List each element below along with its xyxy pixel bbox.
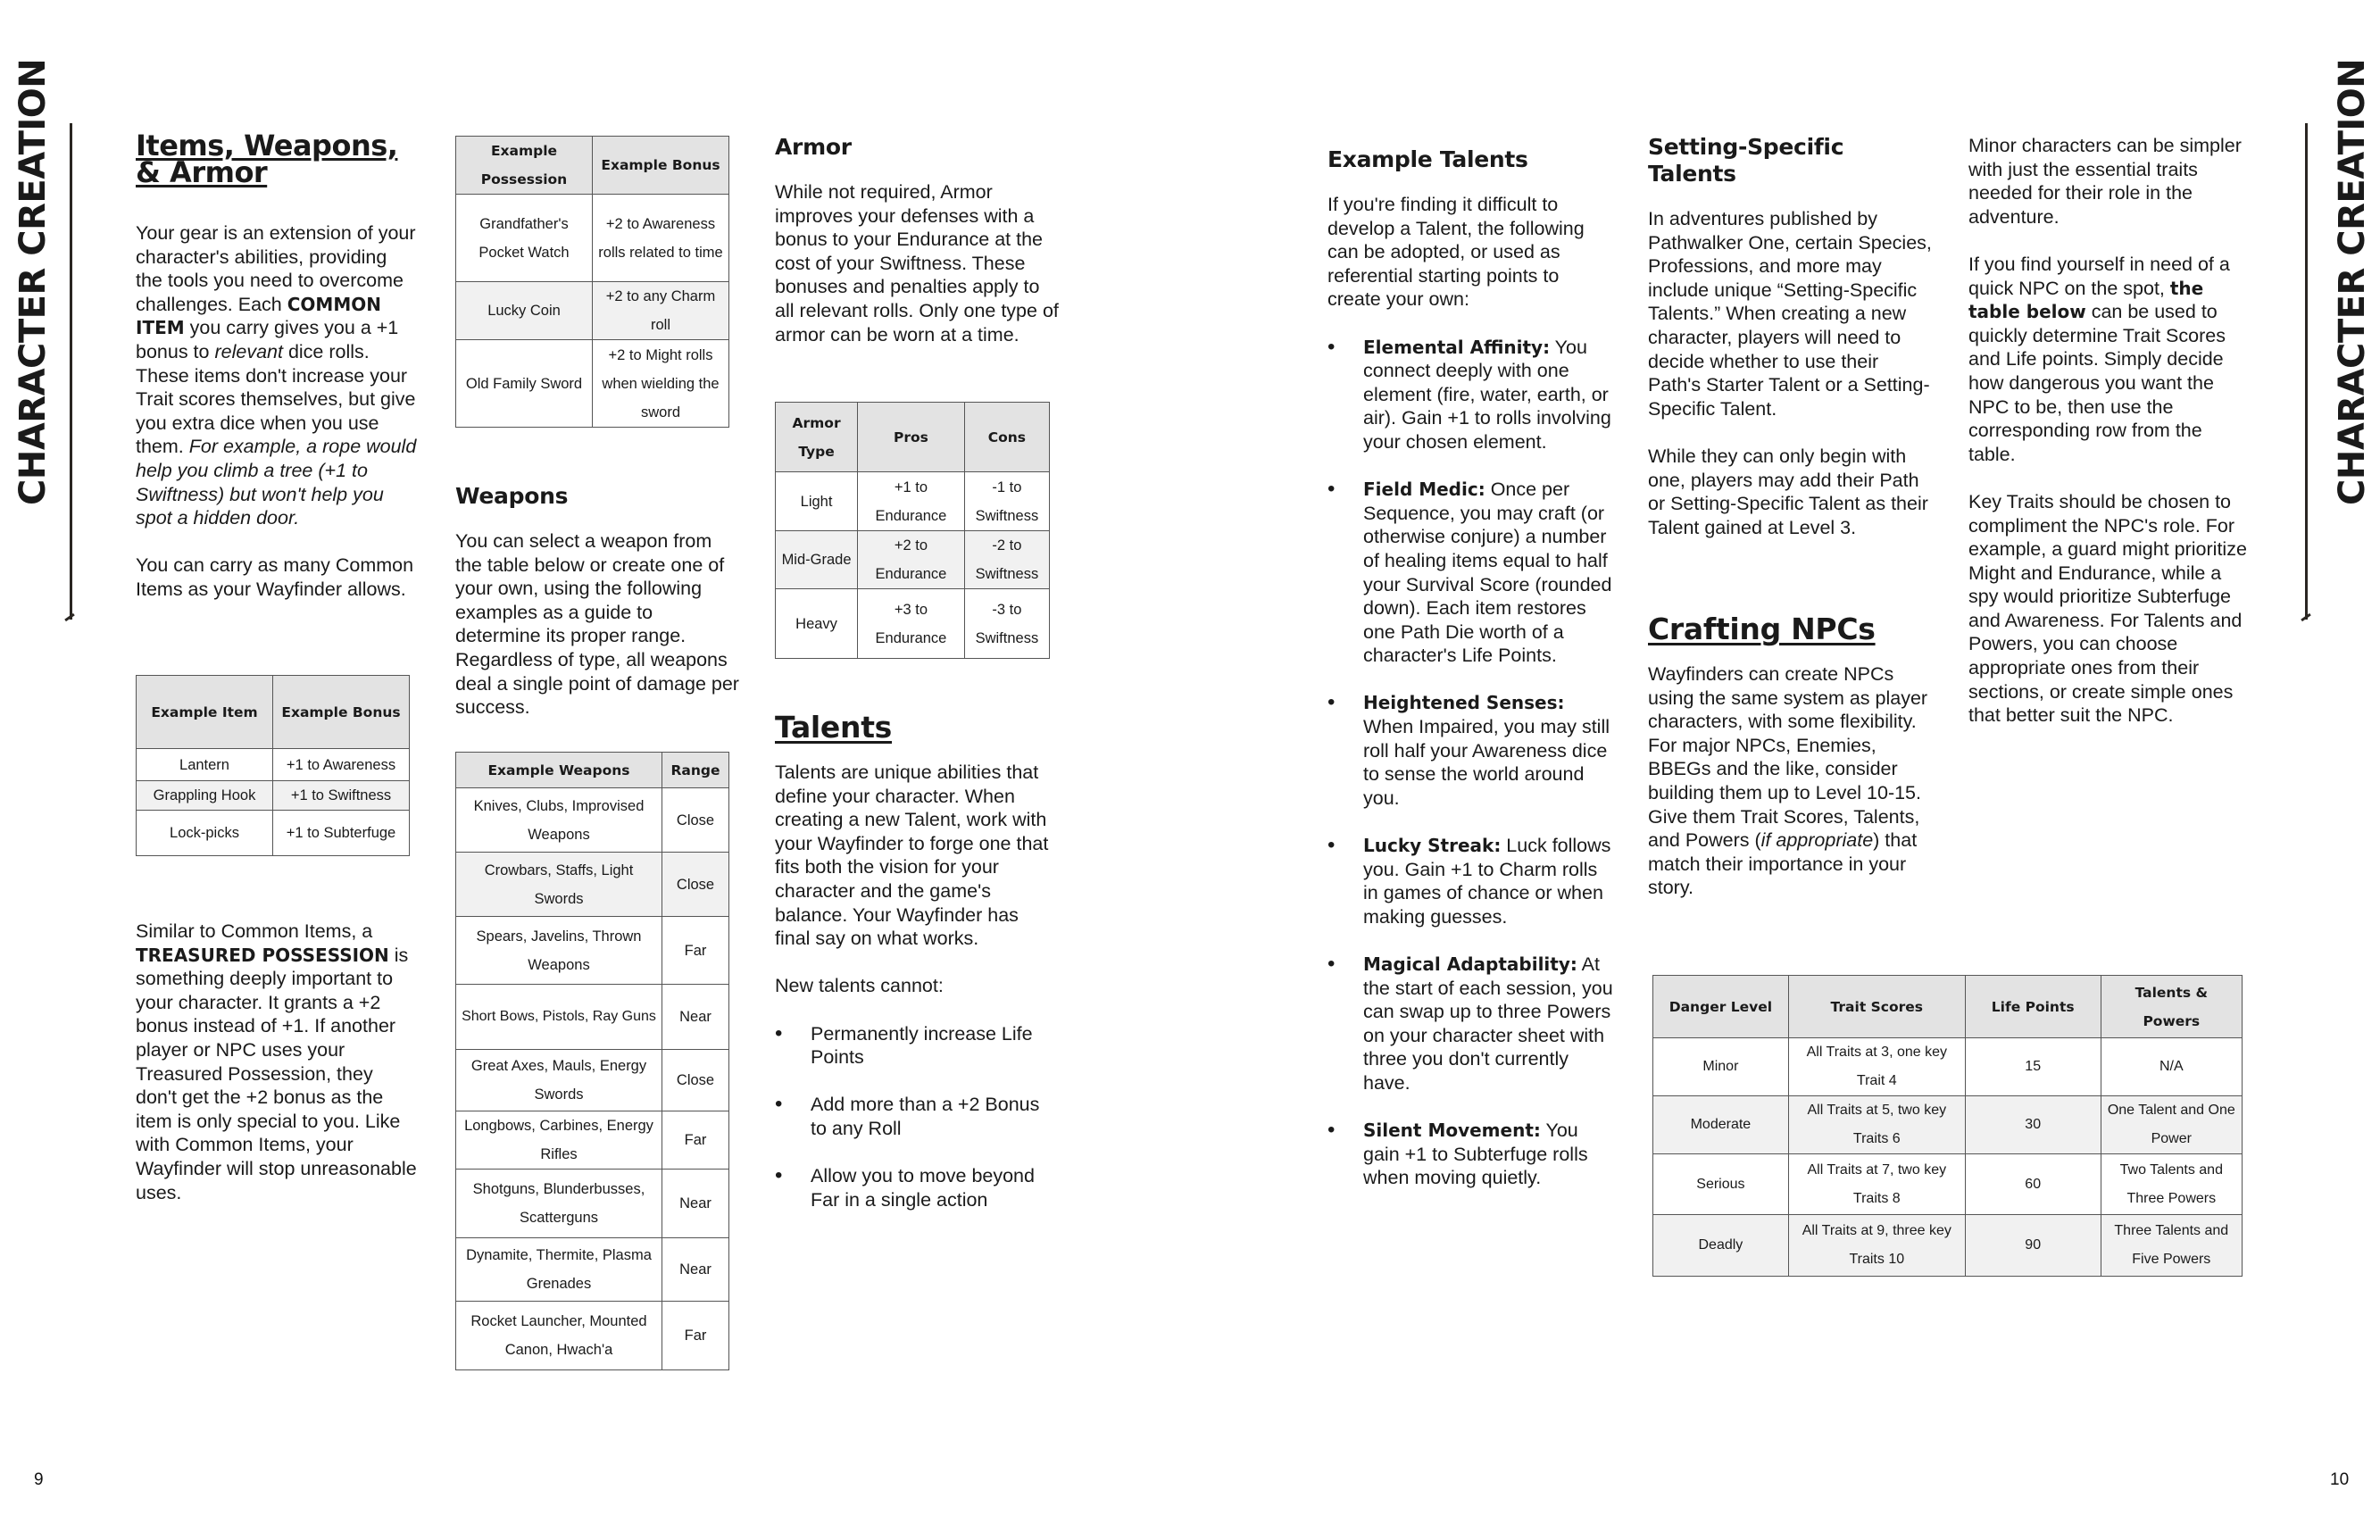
table-row: Short Bows, Pistols, Ray Guns Near: [456, 985, 729, 1050]
section-title-setting-talents: Setting-Specific Talents: [1648, 134, 1844, 187]
example-talents-list: [1327, 336, 1613, 1190]
table-row: Grandfather's Pocket Watch +2 to Awareness rolls related to time: [456, 195, 729, 282]
table-row: Light +1 to Endurance -1 to Swiftness: [776, 472, 1050, 531]
items-carry-paragraph: You can carry as many Common Items as your Wayfinder allows.: [136, 554, 414, 600]
list-item-magical-adaptability: • Magical Adaptability: At the start of each session, you can swap up to three Powers on your character sheet with three you don't currently have.: [1327, 953, 1613, 1095]
table-header: Example Weapons: [456, 753, 662, 788]
table-row: Grappling Hook +1 to Swiftness: [137, 781, 410, 811]
weapons-table: [455, 752, 729, 1370]
table-row: Deadly All Traits at 9, three key Traits 10 90 Three Talents and Five Powers: [1653, 1215, 2243, 1277]
section-title-armor: Armor: [775, 134, 852, 160]
table-row: Great Axes, Mauls, Energy Swords Close: [456, 1050, 729, 1111]
table-row: Spears, Javelins, Thrown Weapons Far: [456, 917, 729, 985]
list-item: • Add more than a +2 Bonus to any Roll: [775, 1093, 1059, 1140]
table-row: Old Family Sword +2 to Might rolls when wielding the sword: [456, 340, 729, 428]
list-item: • Allow you to move beyond Far in a single action: [775, 1164, 1059, 1211]
table-header: Cons: [964, 403, 1049, 472]
table-row: Heavy +3 to Endurance -3 to Swiftness: [776, 589, 1050, 659]
armor-table: [775, 402, 1050, 659]
table-row: Dynamite, Thermite, Plasma Grenades Near: [456, 1238, 729, 1302]
talents-cannot-intro: New talents cannot:: [775, 975, 944, 997]
list-item-elemental-affinity: • Elemental Affinity: You connect deeply with one element (fire, water, earth, or air). Gain +1 to rolls involving your chosen element.: [1327, 336, 1613, 454]
table-header: Example Bonus: [593, 137, 729, 195]
list-item: • Permanently increase Life Points: [775, 1022, 1059, 1070]
table-row: Crowbars, Staffs, Light Swords Close: [456, 853, 729, 917]
table-header: Armor Type: [776, 403, 858, 472]
setting-talents-paragraph-2: While they can only begin with one, players may add their Path or Setting-Specific Talent as their Talent gained at Level 3.: [1648, 445, 1928, 538]
table-header: Pros: [858, 403, 965, 472]
column-treasured: [136, 920, 417, 1228]
table-header: Life Points: [1965, 976, 2101, 1038]
table-row: Minor All Traits at 3, one key Trait 4 15 N/A: [1653, 1038, 2243, 1096]
npc-danger-table: [1652, 975, 2243, 1277]
common-item-term: COMMON ITEM: [136, 293, 381, 339]
section-title-talents: Talents: [775, 710, 893, 745]
table-header: Example Bonus: [273, 676, 410, 749]
list-item-heightened-senses: • Heightened Senses: When Impaired, you may still roll half your Awareness dice to sense the world around you.: [1327, 691, 1613, 810]
talents-cannot-list: [775, 1022, 1059, 1212]
talents-paragraph: Talents are unique abilities that define your character. When creating a new Talent, work with your Wayfinder to forge one that fits both the vision for your character and the game's balance. Your Wayfinder has final say on what works.: [775, 762, 1049, 950]
section-title-crafting-npcs: Crafting NPCs: [1648, 612, 1876, 646]
table-row: Rocket Launcher, Mounted Canon, Hwach'a Far: [456, 1302, 729, 1370]
npcs-paragraph-3: If you find yourself in need of a quick NPC on the spot, the table below can be used to quickly determine Trait Scores and Life points. Simply decide how dangerous you want the NPC to be, then use the corresponding row from the table.: [1968, 253, 2230, 465]
armor-paragraph: While not required, Armor improves your defenses with a bonus to your Endurance at the cost of your Swiftness. These bonuses and penalties apply to all relevant rolls. Only one type of armor can be worn at a time.: [775, 181, 1059, 345]
column-crafting-npcs: [1648, 612, 1934, 924]
table-header: Danger Level: [1653, 976, 1789, 1038]
list-item-silent-movement: • Silent Movement: You gain +1 to Subterfuge rolls when moving quietly.: [1327, 1119, 1613, 1190]
column-talents: [775, 710, 1059, 1236]
section-title-weapons: Weapons: [455, 483, 569, 509]
example-talents-intro: If you're finding it difficult to develop a Talent, the following can be adopted, or used as referential starting points to create your own:: [1327, 194, 1585, 311]
page-number-right: 10: [2330, 1470, 2350, 1489]
table-row: Lock-picks +1 to Subterfuge: [137, 811, 410, 856]
table-header: Talents & Powers: [2101, 976, 2242, 1038]
column-example-talents: [1327, 146, 1613, 1214]
table-header: Range: [662, 753, 729, 788]
table-row: Serious All Traits at 7, two key Traits 8 60 Two Talents and Three Powers: [1653, 1154, 2243, 1215]
column-items: [136, 129, 417, 625]
table-header: Example Item: [137, 676, 273, 749]
section-title-example-talents: Example Talents: [1327, 146, 1528, 172]
npcs-paragraph-2: Minor characters can be simpler with just the essential traits needed for their role in the adventure.: [1968, 135, 2242, 228]
column-weapons: [455, 483, 739, 743]
chapter-side-label-left: CHARACTER CREATION: [12, 58, 54, 505]
column-armor: [775, 134, 1059, 370]
npcs-paragraph-1: Wayfinders can create NPCs using the same system as player characters, with some flexibility. For major NPCs, Enemies, BBEGs and the like, consider building them up to Level 10-15. Give them Trait Scores, Talents, and Powers (if appropriate) that match their importance in your story.: [1648, 663, 1928, 899]
items-intro-paragraph: Your gear is an extension of your character's abilities, providing the tools you need to overcome challenges. Each COMMON ITEM you carry gives you a +1 bonus to relevant dice rolls. These items don't increase your Trait scores themselves, but give you extra dice when you use them. For example, a rope would help you climb a tree (+1 to Swiftness) but won't help you spot a hidden door.: [136, 222, 417, 529]
table-row: Moderate All Traits at 5, two key Traits 6 30 One Talent and One Power: [1653, 1096, 2243, 1154]
possession-table: [455, 136, 729, 428]
list-item-field-medic: • Field Medic: Once per Sequence, you may craft (or otherwise conjure) a number of healing items equal to half your Survival Score (rounded down). Each item restores one Path Die worth of a character's Life Points.: [1327, 478, 1613, 668]
weapons-paragraph: You can select a weapon from the table below or create one of your own, using the following examples as a guide to determine its proper range. Regardless of type, all weapons deal a single point of damage per success.: [455, 530, 739, 719]
table-row: Longbows, Carbines, Energy Rifles Far: [456, 1111, 729, 1170]
margin-rule-left-tick: [64, 613, 75, 621]
list-item-lucky-streak: • Lucky Streak: Luck follows you. Gain +1 to Charm rolls in games of chance or when making guesses.: [1327, 834, 1613, 928]
column-setting-talents: [1648, 134, 1934, 563]
chapter-side-label-right: CHARACTER CREATION: [2332, 58, 2373, 505]
setting-talents-paragraph-1: In adventures published by Pathwalker One, certain Species, Professions, and more may include unique “Setting-Specific Talents.” When creating a new character, players will need to decide whether to use their Path's Starter Talent or a Setting-Specific Talent.: [1648, 208, 1932, 420]
margin-rule-left: [70, 123, 72, 620]
rope-example: For example, a rope would help you climb a tree (+1 to Swiftness) but won't help you spot a hidden door.: [136, 436, 417, 529]
page-number-left: 9: [34, 1470, 44, 1489]
table-row: Shotguns, Blunderbusses, Scatterguns Near: [456, 1170, 729, 1238]
treasured-possession-term: TREASURED POSSESSION: [136, 944, 389, 966]
treasured-possession-paragraph: Similar to Common Items, a TREASURED POSSESSION is something deeply important to your character. It grants a +2 bonus instead of +1. If another player or NPC uses your Treasured Possession, they don't get the +2 bonus as the item is only special to you. Like with Common Items, your Wayfinder will stop unreasonable uses.: [136, 920, 417, 1203]
margin-rule-right-tick: [2301, 613, 2311, 621]
column-npcs-continued: [1968, 134, 2254, 751]
table-row: Knives, Clubs, Improvised Weapons Close: [456, 788, 729, 853]
npcs-paragraph-4: Key Traits should be chosen to compliment the NPC's role. For example, a guard might prioritize Might and Endurance, while a spy would prioritize Subterfuge and Awareness. For Talents and Powers, you can choose appropriate ones from their sections, or create simple ones that better suit the NPC.: [1968, 490, 2247, 727]
table-row: Lucky Coin +2 to any Charm roll: [456, 282, 729, 340]
table-header: Example Possession: [456, 137, 593, 195]
table-header: Trait Scores: [1788, 976, 1965, 1038]
table-row: Mid-Grade +2 to Endurance -2 to Swiftness: [776, 531, 1050, 589]
margin-rule-right: [2305, 123, 2308, 620]
table-row: Lantern +1 to Awareness: [137, 749, 410, 781]
common-items-table: [136, 675, 410, 856]
section-title-items: Items, Weapons, & Armor: [136, 129, 398, 189]
